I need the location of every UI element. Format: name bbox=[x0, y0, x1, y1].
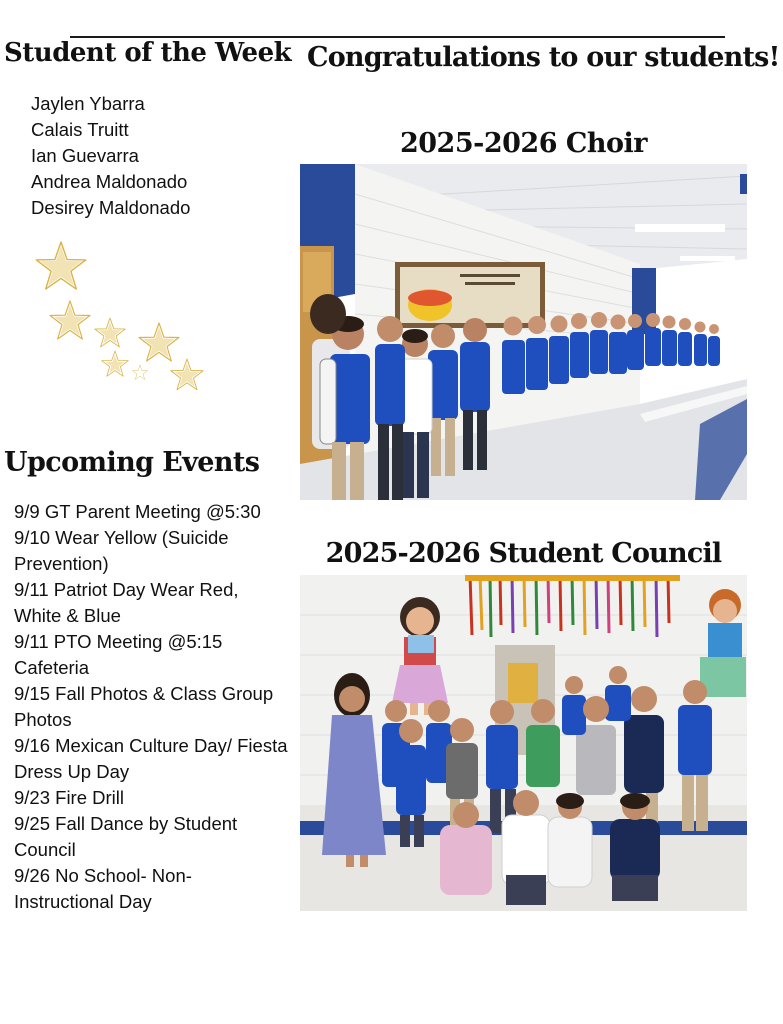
star-icon bbox=[132, 365, 147, 379]
event-item: 9/15 Fall Photos & Class Group Photos bbox=[14, 683, 274, 730]
congratulations-heading: Congratulations to our students! bbox=[307, 42, 780, 73]
choir-group-photo bbox=[300, 164, 747, 500]
event-item: 9/10 Wear Yellow (Suicide Prevention) bbox=[14, 527, 229, 574]
event-item: 9/16 Mexican Culture Day/ Fiesta Dress Up Day bbox=[14, 735, 288, 782]
upcoming-events-heading: Upcoming Events bbox=[4, 447, 260, 478]
upcoming-events-list bbox=[14, 499, 289, 915]
student-name: Jaylen Ybarra bbox=[31, 93, 145, 114]
event-item: 9/23 Fire Drill bbox=[14, 787, 124, 808]
event-item: 9/11 Patriot Day Wear Red, White & Blue bbox=[14, 579, 239, 626]
gold-stars-decoration bbox=[28, 236, 213, 396]
event-item: 9/11 PTO Meeting @5:15 Cafeteria bbox=[14, 631, 223, 678]
student-name: Ian Guevarra bbox=[31, 145, 139, 166]
choir-heading: 2025-2026 Choir bbox=[399, 128, 647, 159]
student-name: Desirey Maldonado bbox=[31, 197, 191, 218]
event-item: 9/26 No School- Non-Instructional Day bbox=[14, 865, 192, 912]
event-item: 9/25 Fall Dance by Student Council bbox=[14, 813, 238, 860]
student-council-group-photo bbox=[300, 575, 747, 911]
student-of-the-week-heading: Student of the Week bbox=[4, 38, 292, 68]
student-name: Calais Truitt bbox=[31, 119, 129, 140]
student-name: Andrea Maldonado bbox=[31, 171, 188, 192]
event-item: 9/9 GT Parent Meeting @5:30 bbox=[14, 501, 261, 522]
student-council-heading: 2025-2026 Student Council bbox=[325, 538, 722, 569]
student-of-the-week-list bbox=[31, 91, 190, 221]
